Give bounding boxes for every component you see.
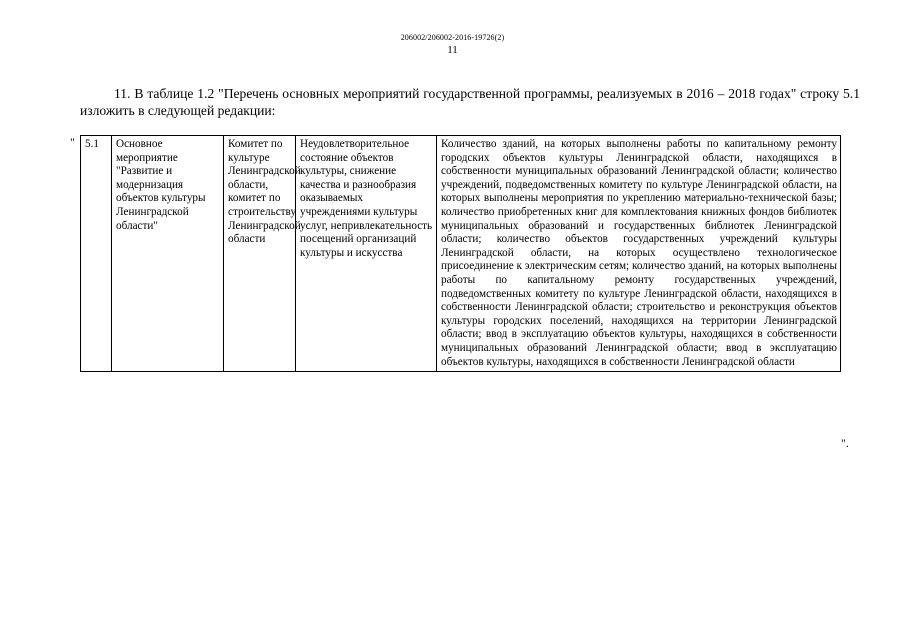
- executor-text: Комитет по культуре Ленинградской области, комитет по строительству Ленинградской области: [228, 138, 301, 246]
- consequences-text: Неудовлетворительное состояние объектов культуры, снижение качества и разнообразия оказываемых учреждениями культуры услуг, непривлекательность посещений организаций культуры и искусства: [300, 138, 433, 259]
- document-id: 206002/206002-2016-19726(2): [400, 33, 505, 42]
- executor-cell: [224, 136, 301, 372]
- indicators-cell: [437, 136, 841, 372]
- row-number: 5.1: [85, 138, 99, 150]
- consequences-cell: [296, 136, 437, 372]
- program-table: [80, 135, 841, 372]
- amendment-paragraph: 11. В таблице 1.2 "Перечень основных мероприятий государственной программы, реализуемых в 2016 – 2018 годах" строку 5.1 изложить в следующей редакции:: [80, 86, 860, 118]
- opening-quote: ": [70, 135, 75, 149]
- event-cell: [112, 136, 224, 372]
- indicators-text: Количество зданий, на которых выполнены работы по капитальному ремонту городских объектов культуры Ленинградской области, находящихся в собственности муниципальных образований Ленинградской области; количество учреждений, подведомственных комитету по культуре Ленинградской области, на которых выполнены мероприятия по укреплению материально-технической базы; количество приобретенных книг для комплектования книжных фондов библиотек муниципальных образований и государственных библиотек Ленинградской области; количество объектов государственных учреждений культуры Ленинградской области, на которых осуществлено технологическое присоединение к электрическим сетям; количество зданий, на которых выполнены работы по капитальному ремонту государственных учреждений, подведомственных комитету по культуре Ленинградской области, находящихся в собственности Ленинградской области; строительство и реконструкция объектов культуры городских поселений, находящихся на территории Ленинградской области; ввод в эксплуатацию объектов культуры, находящихся в собственности муниципальных образований Ленинградской области; ввод в эксплуатацию объектов культуры, находящихся в собственности Ленинградской области: [441, 138, 837, 368]
- closing-quote: ".: [841, 436, 849, 450]
- event-text: Основное мероприятие "Развитие и модернизация объектов культуры Ленинградской области": [116, 138, 206, 232]
- page-number: 11: [447, 44, 458, 56]
- table-row: [81, 136, 841, 372]
- row-number-cell: [81, 136, 112, 372]
